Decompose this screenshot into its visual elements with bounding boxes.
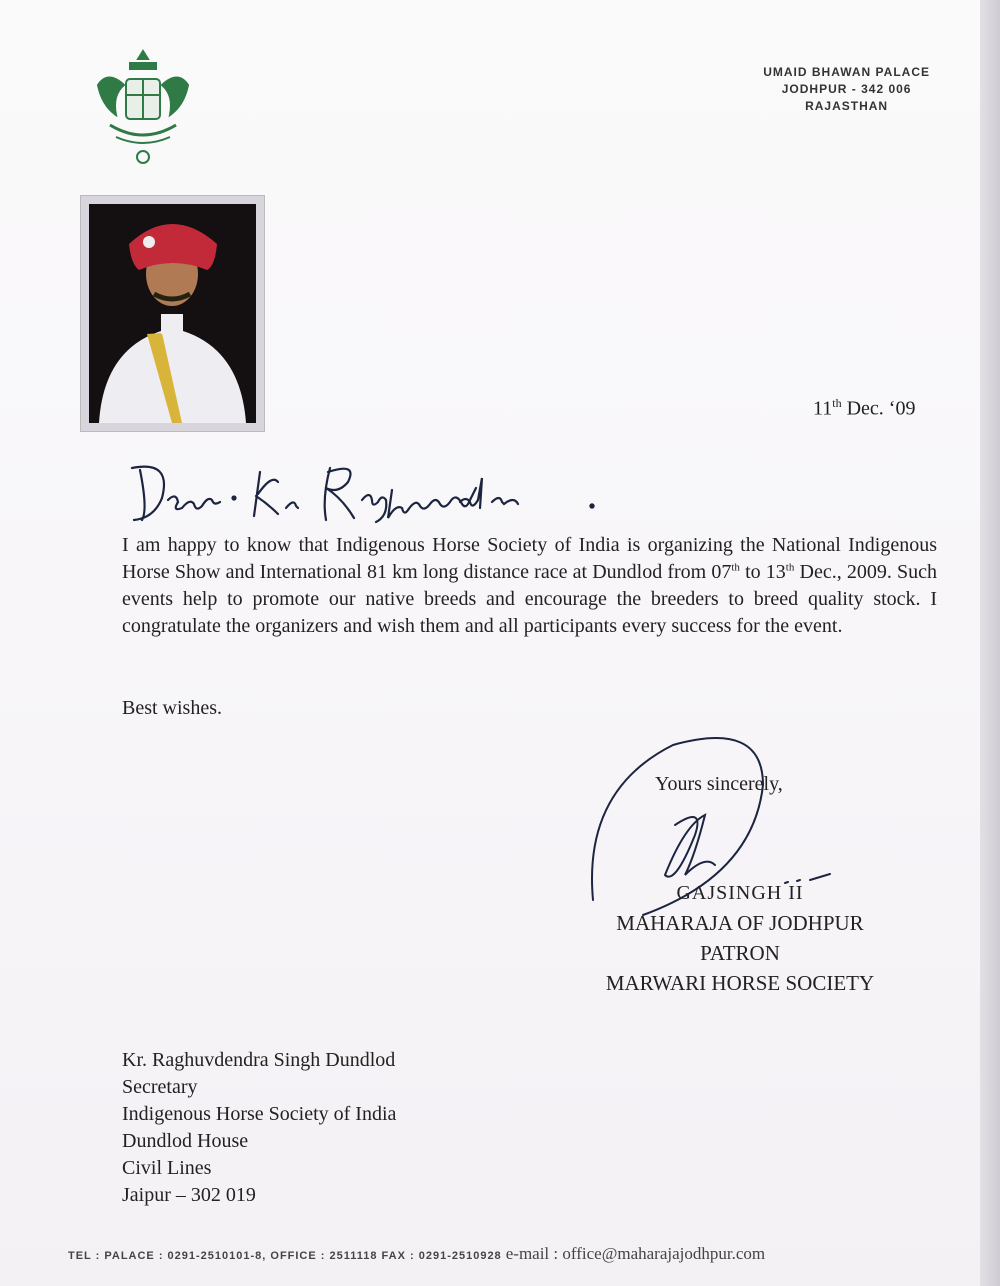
signatory-org: MARWARI HORSE SOCIETY (605, 971, 875, 995)
recipient-line: Civil Lines (122, 1157, 212, 1179)
footer-contact: TEL : PALACE : 0291-2510101-8, OFFICE : 2511118 FAX : 0291-2510928 (68, 1250, 506, 1262)
signatory-role: PATRON (700, 941, 780, 965)
date-rest: Dec. ‘09 (841, 397, 916, 420)
signatory-title: MAHARAJA OF JODHPUR (616, 911, 864, 935)
address-line: JODHPUR - 342 006 (781, 82, 912, 96)
letter-date (813, 396, 915, 421)
recipient-line: Secretary (122, 1076, 198, 1098)
letter-body (122, 532, 937, 640)
footer-email: e-mail : office@maharajajodhpur.com (505, 1244, 766, 1263)
body-text-part: to (739, 561, 766, 583)
portrait-photo (89, 204, 256, 423)
body-text-part: I am happy to know that Indigenous Horse Society of India is organizing the National Indigenous Horse Show and International 81 km long distance race at Dundlod from (122, 534, 937, 583)
address-line: RAJASTHAN (805, 99, 889, 113)
valediction: Yours sincerely, (655, 773, 783, 795)
body-date-end-suffix: th (785, 561, 795, 574)
recipient-address (122, 1047, 396, 1209)
date-day-suffix: th (832, 396, 842, 410)
handwritten-salutation (130, 450, 630, 530)
recipient-line: Kr. Raghuvdendra Singh Dundlod (122, 1049, 396, 1071)
body-date-start: 07 (711, 561, 732, 583)
body-text-part: Dec., 2009. Such events help to promote our native breeds and encourage the breeders to breed quality stock. I congratulate the organizers and wish them and all participants every success for the event. (122, 561, 937, 637)
page-edge (980, 0, 1000, 1286)
letterhead-address (763, 64, 930, 115)
address-line: UMAID BHAWAN PALACE (763, 65, 930, 79)
royal-crest-icon (78, 45, 208, 175)
date-day: 11 (813, 397, 833, 420)
letterhead-footer (68, 1244, 988, 1264)
portrait-frame (80, 195, 265, 432)
body-date-end: 13 (765, 561, 786, 583)
closing-wishes: Best wishes. (122, 697, 222, 719)
signatory-block (580, 878, 900, 998)
recipient-line: Dundlod House (122, 1130, 249, 1152)
recipient-line: Indigenous Horse Society of India (122, 1103, 397, 1125)
body-date-start-suffix: th (731, 561, 740, 574)
recipient-line: Jaipur – 302 019 (122, 1184, 256, 1206)
signatory-name: GAJSINGH II (676, 882, 804, 904)
